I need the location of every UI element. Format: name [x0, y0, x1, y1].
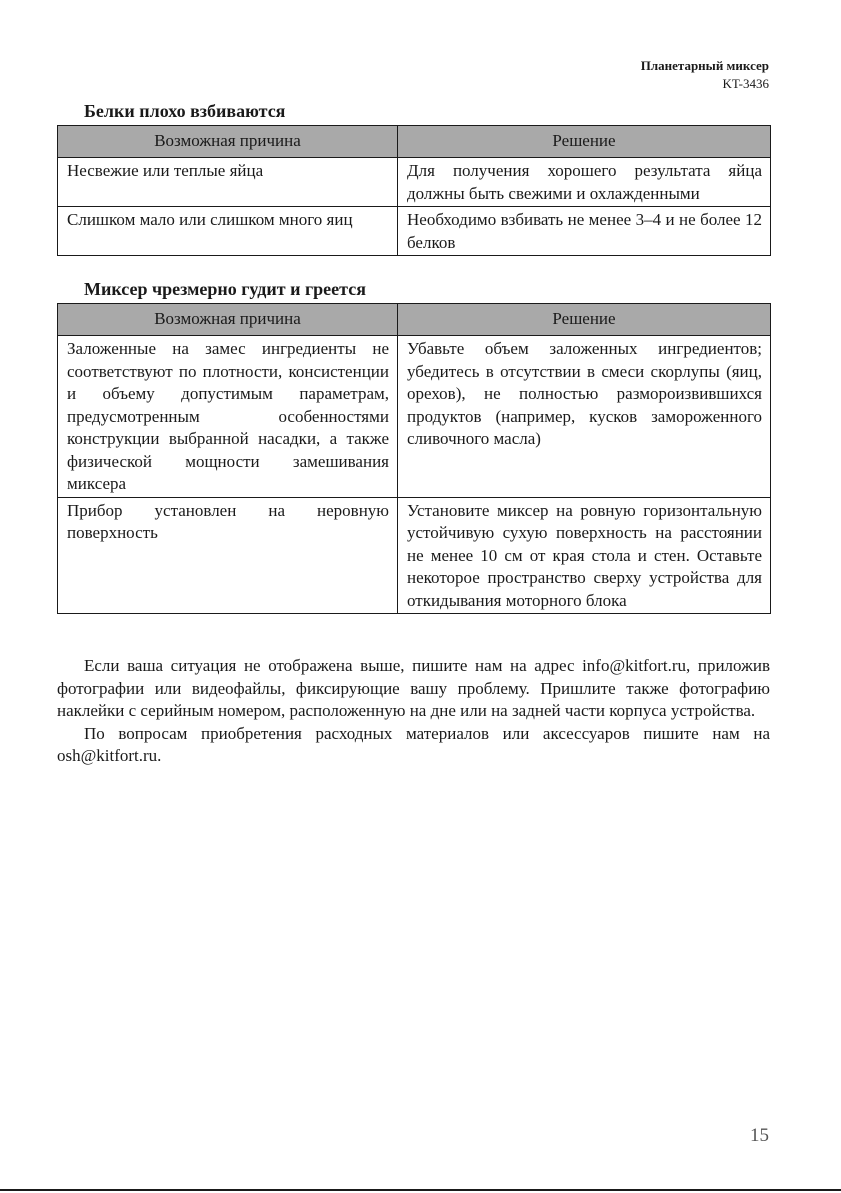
table-row: [58, 207, 771, 256]
table-row: [58, 497, 771, 614]
product-name: Планетарный миксер: [640, 58, 769, 73]
table-header-row: [58, 304, 771, 336]
accessories-paragraph: По вопросам приобретения расходных материалов или аксессуаров пишите нам на osh@kitfort.ru.: [57, 723, 770, 765]
page-header: [641, 57, 769, 93]
solution-cell: Для получения хорошего результата яйца должны быть свежими и охлажденными: [398, 158, 771, 207]
solution-cell: Убавьте объем заложенных ингредиентов; убедитесь в отсутствии в смеси скорлупы (яиц, орехов), не полностью размороизвившихся продуктов (например, кусков замороженного сливочного масла): [398, 336, 771, 498]
table-row: [58, 158, 771, 207]
column-header-cause: Возможная причина: [58, 126, 398, 158]
table-row: [58, 336, 771, 498]
contact-info: [57, 655, 770, 768]
cause-cell: Слишком мало или слишком много яиц: [58, 207, 398, 256]
table-header-row: [58, 126, 771, 158]
cause-cell: Несвежие или теплые яйца: [58, 158, 398, 207]
page-number: 15: [750, 1125, 769, 1146]
bottom-divider: [0, 1189, 841, 1191]
cause-cell: Прибор установлен на неровную поверхность: [58, 497, 398, 614]
column-header-solution: Решение: [398, 304, 771, 336]
contact-paragraph: Если ваша ситуация не отображена выше, пишите нам на адрес info@kitfort.ru, приложив фотографии или видеофайлы, фиксирующие вашу проблему. Пришлите также фотографию наклейки с серийным номером, расположенную на дне или на задней части корпуса устройства.: [57, 656, 770, 720]
column-header-cause: Возможная причина: [58, 304, 398, 336]
troubleshooting-table-whites: [57, 125, 771, 256]
section-title-noise: Миксер чрезмерно гудит и греется: [84, 279, 366, 299]
troubleshooting-table-noise: [57, 303, 771, 614]
cause-cell: Заложенные на замес ингредиенты не соответствуют по плотности, консистенции и объему допустимым параметрам, предусмотренным особенностями конструкции выбранной насадки, а также физической мощности замешивания миксера: [58, 336, 398, 498]
column-header-solution: Решение: [398, 126, 771, 158]
solution-cell: Необходимо взбивать не менее 3–4 и не более 12 белков: [398, 207, 771, 256]
solution-cell: Установите миксер на ровную горизонтальную устойчивую сухую поверхность на расстоянии не менее 10 см от края стола и стен. Оставьте некоторое пространство сверху устройства для откидывания моторного блока: [398, 497, 771, 614]
product-model: KT-3436: [722, 76, 769, 91]
section-title-whites: Белки плохо взбиваются: [84, 101, 286, 121]
